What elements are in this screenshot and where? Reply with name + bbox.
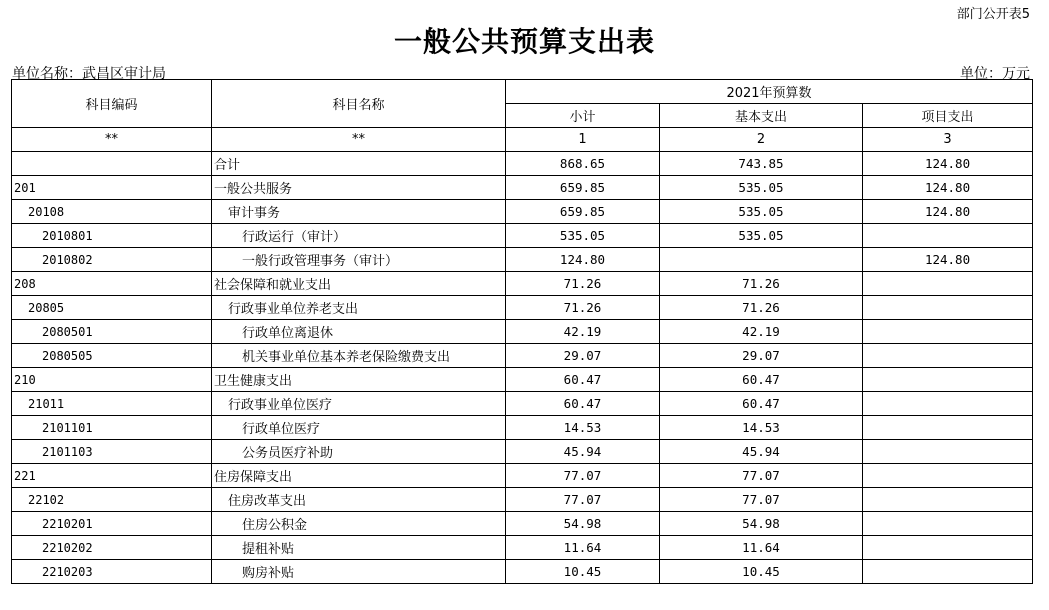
cell-name: 卫生健康支出: [212, 368, 506, 392]
cell-name: 行政单位离退休: [212, 320, 506, 344]
cell-project: [863, 224, 1033, 248]
table-row: [12, 392, 1033, 416]
cell-project: [863, 440, 1033, 464]
cell-basic: 60.47: [660, 392, 863, 416]
cell-code: 2101101: [12, 416, 212, 440]
cell-name: 行政单位医疗: [212, 416, 506, 440]
index-basic: 2: [660, 128, 863, 152]
cell-basic: 77.07: [660, 488, 863, 512]
cell-subtotal: 54.98: [506, 512, 660, 536]
cell-basic: 71.26: [660, 296, 863, 320]
table-body: [12, 152, 1033, 584]
cell-code: 22102: [12, 488, 212, 512]
cell-name: 行政运行（审计）: [212, 224, 506, 248]
table-row: [12, 296, 1033, 320]
cell-project: 124.80: [863, 176, 1033, 200]
cell-name: 社会保障和就业支出: [212, 272, 506, 296]
cell-code: 2080501: [12, 320, 212, 344]
col-header-basic: 基本支出: [660, 104, 863, 128]
col-header-subtotal: 小计: [506, 104, 660, 128]
cell-name: 住房公积金: [212, 512, 506, 536]
marker-name: **: [212, 128, 506, 152]
cell-code: 21011: [12, 392, 212, 416]
cell-subtotal: 45.94: [506, 440, 660, 464]
cell-name: 审计事务: [212, 200, 506, 224]
cell-project: 124.80: [863, 248, 1033, 272]
budget-table: [11, 79, 1033, 584]
cell-subtotal: 71.26: [506, 296, 660, 320]
unit-name: 单位名称：武昌区审计局: [12, 66, 166, 82]
table-row: [12, 536, 1033, 560]
cell-name: 行政事业单位医疗: [212, 392, 506, 416]
cell-code: 201: [12, 176, 212, 200]
cell-subtotal: 71.26: [506, 272, 660, 296]
cell-name: 住房保障支出: [212, 464, 506, 488]
cell-name: 机关事业单位基本养老保险缴费支出: [212, 344, 506, 368]
cell-code: 208: [12, 272, 212, 296]
cell-basic: 77.07: [660, 464, 863, 488]
cell-code: 2210201: [12, 512, 212, 536]
cell-project: [863, 368, 1033, 392]
cell-project: [863, 392, 1033, 416]
cell-basic: 11.64: [660, 536, 863, 560]
cell-subtotal: 659.85: [506, 200, 660, 224]
cell-code: 221: [12, 464, 212, 488]
cell-basic: 535.05: [660, 200, 863, 224]
cell-name: 一般公共服务: [212, 176, 506, 200]
cell-basic: 45.94: [660, 440, 863, 464]
currency-unit: 单位：万元: [960, 66, 1030, 82]
table-row: [12, 344, 1033, 368]
cell-code: 210: [12, 368, 212, 392]
cell-code: 2080505: [12, 344, 212, 368]
table-row: [12, 560, 1033, 584]
cell-code: 2010802: [12, 248, 212, 272]
table-row: [12, 200, 1033, 224]
cell-basic: 10.45: [660, 560, 863, 584]
cell-code: 20805: [12, 296, 212, 320]
table-row: [12, 440, 1033, 464]
cell-name: 购房补贴: [212, 560, 506, 584]
cell-project: [863, 512, 1033, 536]
cell-name: 行政事业单位养老支出: [212, 296, 506, 320]
col-header-code: 科目编码: [12, 80, 212, 128]
cell-basic: 743.85: [660, 152, 863, 176]
cell-subtotal: 29.07: [506, 344, 660, 368]
table-row: [12, 488, 1033, 512]
table-row: [12, 176, 1033, 200]
table-row: [12, 224, 1033, 248]
table-row: [12, 512, 1033, 536]
cell-project: 124.80: [863, 200, 1033, 224]
col-header-name: 科目名称: [212, 80, 506, 128]
cell-basic: 535.05: [660, 224, 863, 248]
cell-subtotal: 14.53: [506, 416, 660, 440]
cell-project: [863, 536, 1033, 560]
cell-subtotal: 60.47: [506, 368, 660, 392]
index-subtotal: 1: [506, 128, 660, 152]
cell-subtotal: 77.07: [506, 464, 660, 488]
cell-subtotal: 535.05: [506, 224, 660, 248]
cell-project: [863, 344, 1033, 368]
col-header-budget-group: 2021年预算数: [506, 80, 1033, 104]
table-row: [12, 464, 1033, 488]
table-row: [12, 368, 1033, 392]
cell-name: 住房改革支出: [212, 488, 506, 512]
table-row: [12, 248, 1033, 272]
page-title: 一般公共预算支出表: [393, 25, 655, 58]
cell-subtotal: 77.07: [506, 488, 660, 512]
table-row: [12, 272, 1033, 296]
cell-project: [863, 272, 1033, 296]
cell-basic: 71.26: [660, 272, 863, 296]
cell-subtotal: 42.19: [506, 320, 660, 344]
cell-name: 提租补贴: [212, 536, 506, 560]
col-header-project: 项目支出: [863, 104, 1033, 128]
cell-basic: 535.05: [660, 176, 863, 200]
cell-project: [863, 296, 1033, 320]
cell-project: [863, 464, 1033, 488]
cell-subtotal: 124.80: [506, 248, 660, 272]
cell-basic: 42.19: [660, 320, 863, 344]
cell-name: 一般行政管理事务（审计）: [212, 248, 506, 272]
cell-subtotal: 11.64: [506, 536, 660, 560]
cell-subtotal: 659.85: [506, 176, 660, 200]
cell-code: 2010801: [12, 224, 212, 248]
cell-project: 124.80: [863, 152, 1033, 176]
cell-code: 2210203: [12, 560, 212, 584]
cell-basic: [660, 248, 863, 272]
table-row: [12, 416, 1033, 440]
index-project: 3: [863, 128, 1033, 152]
cell-basic: 14.53: [660, 416, 863, 440]
cell-project: [863, 320, 1033, 344]
cell-name: 公务员医疗补助: [212, 440, 506, 464]
cell-code: 20108: [12, 200, 212, 224]
cell-basic: 60.47: [660, 368, 863, 392]
table-row: [12, 320, 1033, 344]
cell-code: 2101103: [12, 440, 212, 464]
cell-name: 合计: [212, 152, 506, 176]
cell-project: [863, 560, 1033, 584]
form-number: 部门公开表5: [956, 7, 1030, 22]
cell-basic: 54.98: [660, 512, 863, 536]
cell-project: [863, 488, 1033, 512]
cell-subtotal: 60.47: [506, 392, 660, 416]
cell-code: 2210202: [12, 536, 212, 560]
table-row: [12, 152, 1033, 176]
cell-basic: 29.07: [660, 344, 863, 368]
marker-code: **: [12, 128, 212, 152]
cell-project: [863, 416, 1033, 440]
cell-subtotal: 10.45: [506, 560, 660, 584]
cell-subtotal: 868.65: [506, 152, 660, 176]
cell-code: [12, 152, 212, 176]
